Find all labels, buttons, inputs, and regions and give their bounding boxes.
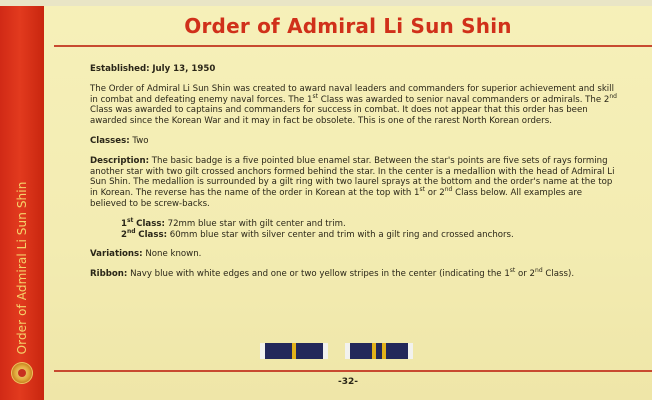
ribbon-text-b: or 2 — [515, 269, 536, 280]
page-title: Order of Admiral Li Sun Shin — [184, 14, 512, 38]
description-text-a: The basic badge is a five pointed blue enamel star. Between the star's points are five sets of rays forming another star with two gilt crossed anchors formed behind the star. In the center is a medallion with the head of Admiral Li Sun Shin. The medallion is surrounded by a gilt ring with two laurel sprays at the bottom and the order's name at the top in Korean. The reverse has the name of the order in Korean at the top with 1 — [90, 155, 615, 199]
description-sup-2: nd — [444, 186, 453, 194]
established-line — [90, 64, 620, 75]
intro-text-b: Class was awarded to senior naval commanders or admirals. The 2 — [318, 94, 610, 105]
class-list — [90, 216, 620, 241]
ribbon-text-a: Navy blue with white edges and one or two yellow stripes in the center (indicating the 1 — [130, 269, 510, 280]
article-body — [90, 64, 620, 289]
order-emblem-icon — [11, 362, 33, 384]
class-item-2 — [121, 227, 620, 241]
description-text-b: or 2 — [424, 188, 445, 199]
variations-line — [90, 249, 620, 260]
ribbon-sup-2: nd — [535, 267, 543, 275]
ribbon-yellow-stripe — [292, 343, 296, 359]
class-2-text: 60mm blue star with silver center and trim with a gilt ring and crossed anchors. — [169, 229, 514, 240]
class-1-text: 72mm blue star with gilt center and trim. — [167, 218, 346, 229]
intro-text-a: The Order of Admiral Li Sun Shin was created to award naval leaders and commanders for superior achievement and skill in combat and defeating enemy naval forces. The 1 — [90, 83, 614, 105]
ribbon-paragraph — [90, 269, 620, 280]
intro-text-c: Class was awarded to captains and commanders for success in combat. It does not appear that this order has been awarded since the Korean War and it may in fact be obsolete. This is one of the rarest North Korean orders. — [90, 105, 588, 127]
ribbon-edge-right — [323, 343, 328, 359]
top-edge — [0, 0, 652, 6]
side-tab-title: Order of Admiral Li Sun Shin — [15, 181, 29, 355]
class-1-sup: st — [126, 216, 134, 224]
variations-value: None known. — [145, 249, 202, 260]
side-tab — [0, 6, 44, 400]
ribbon-bar-first-class — [260, 343, 328, 359]
description-text-c: Class below. All examples are believed to be screw-backs. — [90, 188, 582, 209]
established-value: July 13, 1950 — [152, 64, 216, 74]
classes-value: Two — [132, 135, 149, 146]
intro-sup-1: st — [312, 92, 318, 100]
title-rule — [54, 45, 652, 47]
description-sup-1: st — [419, 186, 425, 194]
class-2-label: Class: — [138, 229, 168, 240]
ribbon-label: Ribbon: — [90, 269, 128, 280]
description-label: Description: — [90, 155, 150, 166]
page-number: -32- — [338, 377, 358, 387]
class-2-num: 2 — [121, 229, 127, 240]
classes-label: Classes: — [90, 135, 130, 146]
ribbon-yellow-stripe — [372, 343, 376, 359]
class-item-1 — [121, 216, 620, 230]
established-label: Established: — [90, 64, 150, 74]
description-paragraph — [90, 156, 620, 210]
class-2-sup: nd — [126, 227, 136, 235]
class-1-label: Class: — [136, 218, 165, 229]
ribbon-yellow-stripe — [382, 343, 386, 359]
ribbon-text-c: Class). — [542, 269, 575, 280]
variations-label: Variations: — [90, 249, 143, 260]
intro-sup-2: nd — [609, 92, 617, 100]
ribbon-bar-second-class — [345, 343, 413, 359]
ribbon-edge-left — [345, 343, 350, 359]
classes-line — [90, 136, 620, 147]
ribbon-edge-right — [408, 343, 413, 359]
ribbon-edge-left — [260, 343, 265, 359]
ribbon-sup-1: st — [509, 267, 516, 275]
class-1-num: 1 — [121, 218, 127, 229]
intro-paragraph — [90, 84, 620, 127]
footer-rule — [54, 370, 652, 372]
